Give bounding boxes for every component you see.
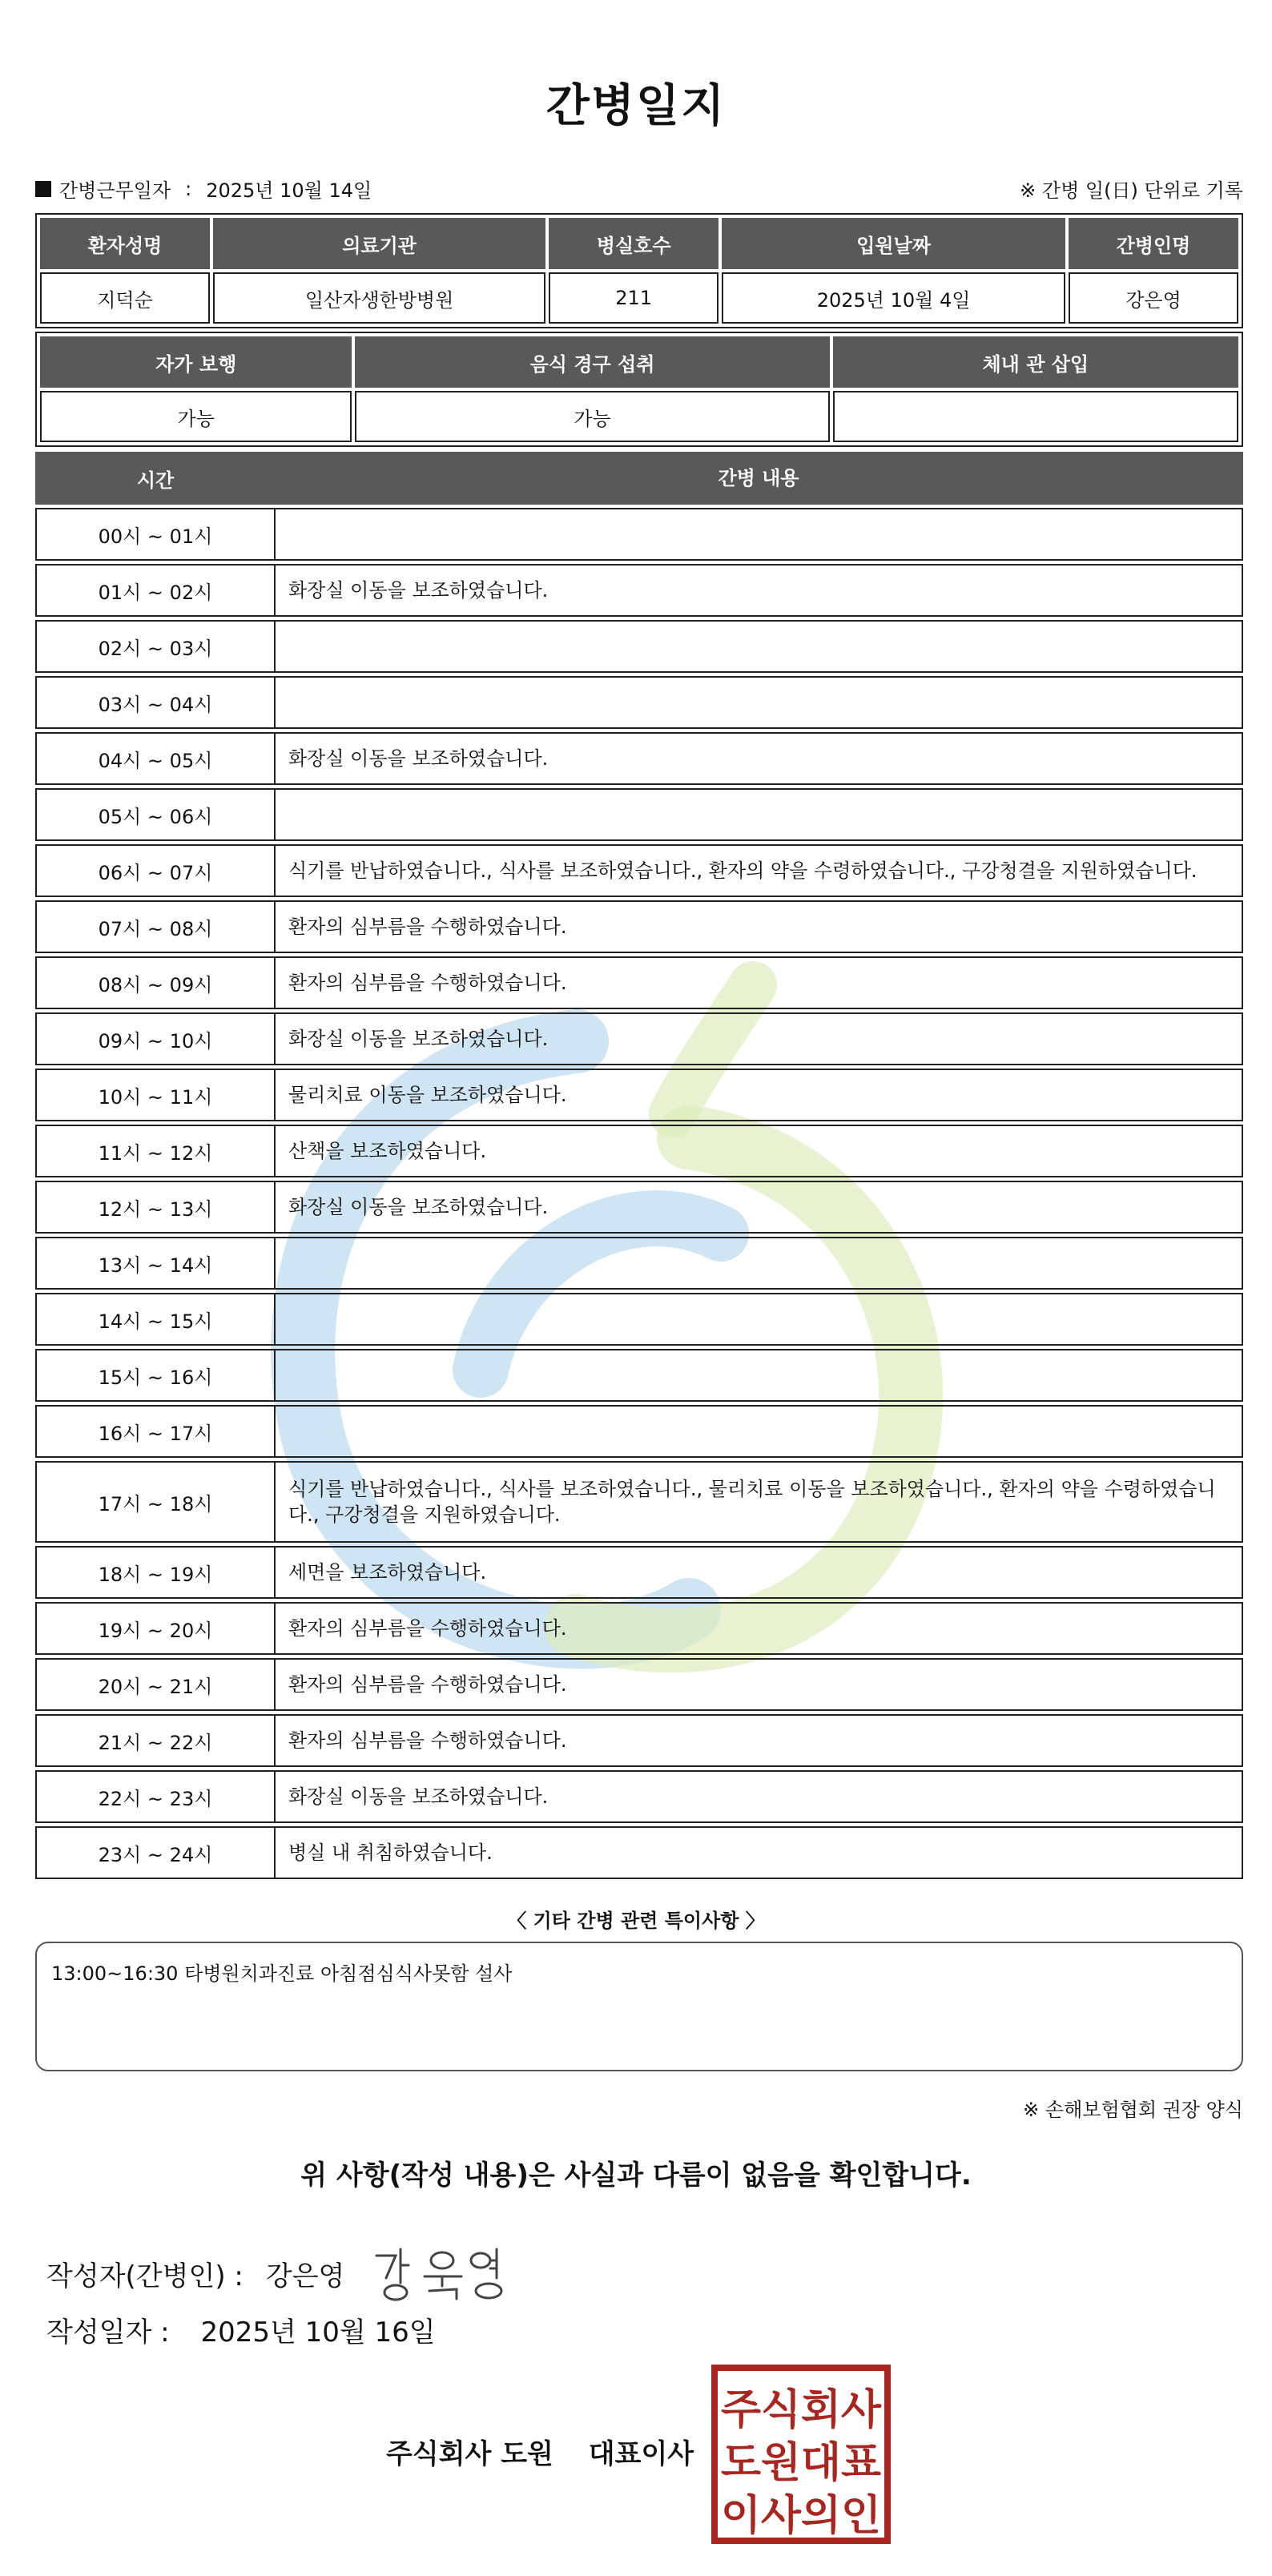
- svg-text:주식회사: 주식회사: [721, 2386, 882, 2434]
- patient-status-value-row: [40, 391, 1238, 442]
- patient-name: 지덕순: [40, 272, 210, 324]
- header-room-number: 병실호수: [549, 218, 719, 269]
- header-admission-date: 입원날짜: [722, 218, 1065, 269]
- care-log-time: 17시 ~ 18시: [35, 1461, 276, 1543]
- record-note: ※ 간병 일(日) 단위로 기록: [1020, 179, 1243, 202]
- care-log-content: [276, 1349, 1243, 1402]
- care-log-row: [35, 1069, 1243, 1121]
- care-log-row: [35, 1405, 1243, 1458]
- colon-separator: :: [185, 177, 192, 200]
- care-log-row: [35, 1658, 1243, 1711]
- care-log-content: 식기를 반납하였습니다., 식사를 보조하였습니다., 물리치료 이동을 보조하였습니다., 환자의 약을 수령하였습니다., 구강청결을 지원하였습니다.: [276, 1461, 1243, 1543]
- document-title: 간병일지: [545, 80, 727, 132]
- header-oral-intake: 음식 경구 섭취: [355, 336, 829, 388]
- work-date-value: 2025년 10월 14일: [206, 179, 372, 202]
- care-log-content: 환자의 심부름을 수행하였습니다.: [276, 900, 1243, 953]
- work-date: [35, 175, 372, 203]
- care-log-time: 22시 ~ 23시: [35, 1770, 276, 1823]
- care-log-row: [35, 676, 1243, 729]
- care-log-row: [35, 956, 1243, 1009]
- care-log-content: 세면을 보조하였습니다.: [276, 1546, 1243, 1599]
- writer-line: [46, 2241, 521, 2305]
- care-log-time: 00시 ~ 01시: [35, 508, 276, 561]
- care-log-row: [35, 508, 1243, 561]
- care-log-row: [35, 1546, 1243, 1599]
- care-log-row: [35, 1349, 1243, 1402]
- care-log-content: 화장실 이동을 보조하였습니다.: [276, 732, 1243, 785]
- header-self-walking: 자가 보행: [40, 336, 352, 388]
- care-log-row: [35, 788, 1243, 841]
- company-name: 주식회사 도원: [386, 2438, 553, 2470]
- square-bullet-icon: [35, 181, 51, 197]
- writer-name: 강은영: [265, 2260, 345, 2292]
- header-hospital: 의료기관: [213, 218, 545, 269]
- care-log-time: 06시 ~ 07시: [35, 844, 276, 897]
- care-log-row: [35, 1125, 1243, 1177]
- care-log-time: 02시 ~ 03시: [35, 620, 276, 673]
- care-log-content: 물리치료 이동을 보조하였습니다.: [276, 1069, 1243, 1121]
- write-date-line: [46, 2310, 436, 2349]
- tube-insertion-value: [833, 391, 1238, 442]
- admission-date: 2025년 10월 4일: [722, 272, 1065, 324]
- patient-status-header-row: [40, 336, 1238, 388]
- care-log-time: 05시 ~ 06시: [35, 788, 276, 841]
- care-log-time: 13시 ~ 14시: [35, 1237, 276, 1290]
- care-log-time: 01시 ~ 02시: [35, 564, 276, 617]
- care-log-row: [35, 900, 1243, 953]
- care-log-row: [35, 564, 1243, 617]
- company-representative: 대표이사: [588, 2438, 694, 2470]
- care-log-time: 19시 ~ 20시: [35, 1602, 276, 1655]
- care-log-row: [35, 620, 1243, 673]
- care-log-content: 환자의 심부름을 수행하였습니다.: [276, 1602, 1243, 1655]
- care-log-time: 12시 ~ 13시: [35, 1181, 276, 1234]
- header-tube-insertion: 체내 관 삽입: [833, 336, 1238, 388]
- care-log-content: 화장실 이동을 보조하였습니다.: [276, 1770, 1243, 1823]
- care-log-time: 18시 ~ 19시: [35, 1546, 276, 1599]
- special-notes-title: 〈 기타 간병 관련 특이사항 〉: [507, 1910, 765, 1932]
- caregiver-name: 강은영: [1069, 272, 1238, 324]
- care-log-content: 화장실 이동을 보조하였습니다.: [276, 564, 1243, 617]
- header-caregiver-name: 간병인명: [1069, 218, 1238, 269]
- care-log-row: [35, 1293, 1243, 1346]
- patient-status-table: [35, 332, 1243, 447]
- writer-label: 작성자(간병인) :: [46, 2260, 244, 2292]
- hospital-name: 일산자생한방병원: [213, 272, 545, 324]
- svg-text:도원대표: 도원대표: [721, 2439, 881, 2487]
- care-log-time: 21시 ~ 22시: [35, 1714, 276, 1767]
- care-log-header-row: [35, 452, 1243, 505]
- care-log-table: [35, 449, 1243, 1882]
- care-log-row: [35, 1237, 1243, 1290]
- care-log-content: 화장실 이동을 보조하였습니다.: [276, 1012, 1243, 1065]
- care-log-time: 09시 ~ 10시: [35, 1012, 276, 1065]
- care-log-content: [276, 620, 1243, 673]
- care-log-row: [35, 1602, 1243, 1655]
- care-log-content: [276, 676, 1243, 729]
- care-log-time: 03시 ~ 04시: [35, 676, 276, 729]
- care-log-time: 07시 ~ 08시: [35, 900, 276, 953]
- company-line: [386, 2432, 694, 2471]
- care-log-content: [276, 508, 1243, 561]
- care-log-row: [35, 1714, 1243, 1767]
- care-log-time: 20시 ~ 21시: [35, 1658, 276, 1711]
- meta-row: [35, 175, 1243, 207]
- content-header: 간병 내용: [276, 452, 1243, 505]
- handwritten-signature: [368, 2241, 521, 2305]
- care-log-time: 10시 ~ 11시: [35, 1069, 276, 1121]
- care-log-content: 산책을 보조하였습니다.: [276, 1125, 1243, 1177]
- care-log-row: [35, 1181, 1243, 1234]
- care-log-time: 15시 ~ 16시: [35, 1349, 276, 1402]
- self-walking-value: 가능: [40, 391, 352, 442]
- care-log-row: [35, 732, 1243, 785]
- care-log-content: 환자의 심부름을 수행하였습니다.: [276, 1658, 1243, 1711]
- special-notes-text: 13:00~16:30 타병원치과진료 아침점심식사못함 설사: [51, 1962, 513, 1985]
- care-log-time: 11시 ~ 12시: [35, 1125, 276, 1177]
- care-log-content: [276, 1405, 1243, 1458]
- oral-intake-value: 가능: [355, 391, 829, 442]
- work-date-label: 간병근무일자: [59, 179, 171, 202]
- care-log-row: [35, 1770, 1243, 1823]
- write-date-value: 2025년 10월 16일: [200, 2316, 436, 2349]
- care-log-content: [276, 1237, 1243, 1290]
- room-number: 211: [549, 272, 719, 324]
- patient-info-value-row: [40, 272, 1238, 324]
- care-log-time: 16시 ~ 17시: [35, 1405, 276, 1458]
- patient-info-header-row: [40, 218, 1238, 269]
- time-header: 시간: [35, 452, 276, 505]
- care-log-content: 식기를 반납하였습니다., 식사를 보조하였습니다., 환자의 약을 수령하였습니다., 구강청결을 지원하였습니다.: [276, 844, 1243, 897]
- company-seal-stamp: [711, 2365, 891, 2544]
- special-notes-box: [35, 1942, 1243, 2071]
- care-log-content: [276, 788, 1243, 841]
- patient-info-table: [35, 213, 1243, 328]
- care-log-time: 04시 ~ 05시: [35, 732, 276, 785]
- care-log-body: [35, 508, 1243, 1879]
- care-log-content: [276, 1293, 1243, 1346]
- care-log-row: [35, 844, 1243, 897]
- write-date-label: 작성일자 :: [46, 2316, 170, 2349]
- care-log-content: 환자의 심부름을 수행하였습니다.: [276, 956, 1243, 1009]
- care-log-content: 화장실 이동을 보조하였습니다.: [276, 1181, 1243, 1234]
- confirm-statement: 위 사항(작성 내용)은 사실과 다름이 없음을 확인합니다.: [300, 2159, 972, 2192]
- care-log-content: 환자의 심부름을 수행하였습니다.: [276, 1714, 1243, 1767]
- svg-text:이사의인: 이사의인: [721, 2492, 881, 2540]
- care-log-time: 23시 ~ 24시: [35, 1826, 276, 1879]
- care-log-time: 08시 ~ 09시: [35, 956, 276, 1009]
- care-log-content: 병실 내 취침하였습니다.: [276, 1826, 1243, 1879]
- care-log-row: [35, 1012, 1243, 1065]
- header-patient-name: 환자성명: [40, 218, 210, 269]
- care-log-time: 14시 ~ 15시: [35, 1293, 276, 1346]
- care-log-row: [35, 1826, 1243, 1879]
- recommend-note: ※ 손해보험협회 권장 양식: [1023, 2099, 1243, 2121]
- care-log-row: [35, 1461, 1243, 1543]
